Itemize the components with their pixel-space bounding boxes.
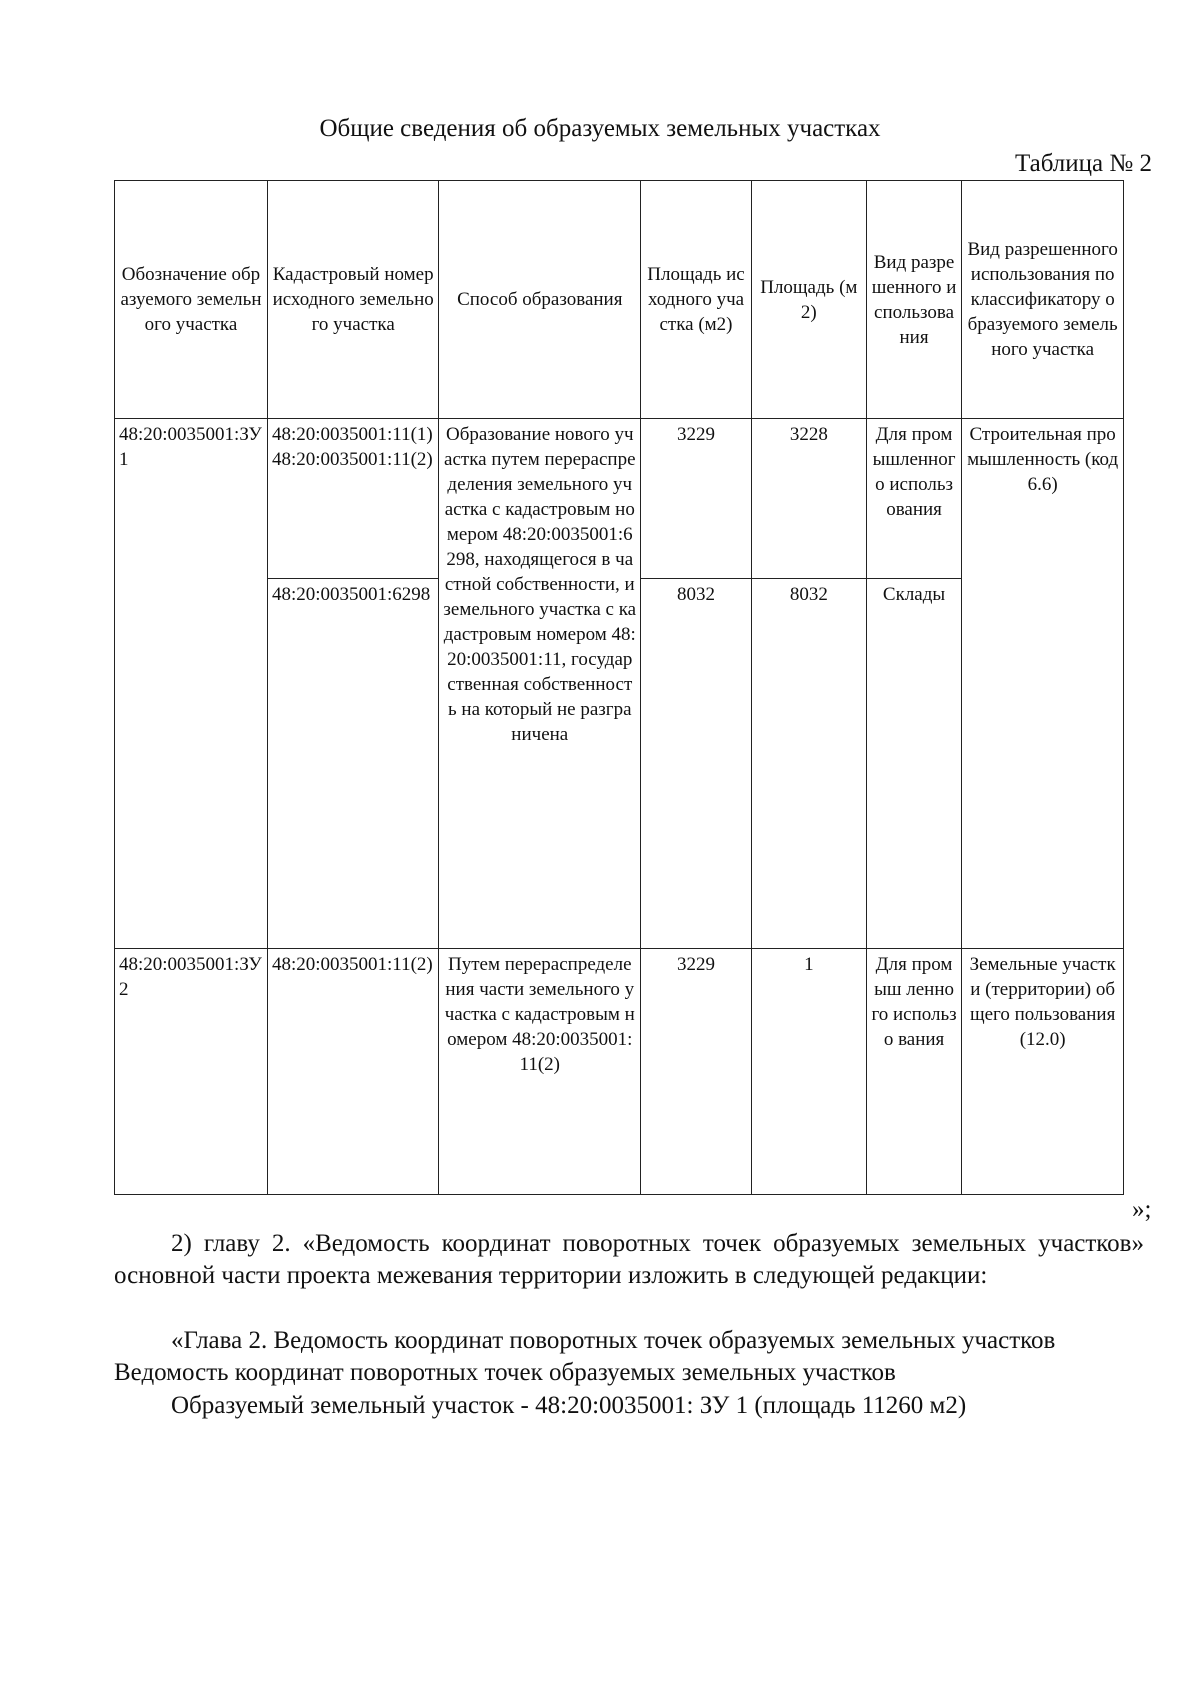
table-number: Таблица № 2	[1014, 150, 1152, 177]
cell-designation: 48:20:0035001:ЗУ 2	[115, 949, 268, 1195]
cell-method: Путем перераспределения части земельного участка с кадастровым номером 48:20:0035001:11(2)	[439, 949, 641, 1195]
cell-source-area: 8032	[641, 579, 752, 949]
cell-use: Склады	[866, 579, 961, 949]
cell-area: 3228	[751, 419, 866, 579]
cell-area: 1	[751, 949, 866, 1195]
header-designation: Обозначение образуемого земельного участка	[115, 181, 268, 419]
cell-cadastral: 48:20:0035001:11(2)	[267, 949, 438, 1195]
paragraph-chapter-title: «Глава 2. Ведомость координат поворотных точек образуемых земельных участков Ведомость координат поворотных точек образуемых земельных участков	[114, 1327, 1056, 1386]
header-classifier: Вид разрешенного использования по классификатору образуемого земельного участка	[962, 181, 1124, 419]
paragraph-plot-heading: Образуемый земельный участок - 48:20:0035001: ЗУ 1 (площадь 11260 м2)	[171, 1392, 967, 1419]
cell-area: 8032	[751, 579, 866, 949]
cell-source-area: 3229	[641, 949, 752, 1195]
table-header-row	[115, 181, 1124, 419]
cell-source-area: 3229	[641, 419, 752, 579]
page-title: Общие сведения об образуемых земельных участках	[319, 115, 881, 142]
cell-use: Для промыш ленного использо вания	[866, 949, 961, 1195]
table-row	[115, 419, 1124, 579]
header-area: Площадь (м2)	[751, 181, 866, 419]
land-plots-table	[114, 180, 1124, 1195]
header-cadastral: Кадастровый номер исходного земельного участка	[267, 181, 438, 419]
header-method: Способ образования	[439, 181, 641, 419]
cell-cadastral: 48:20:0035001:6298	[267, 579, 438, 949]
cell-designation: 48:20:0035001:ЗУ 1	[115, 419, 268, 949]
header-source-area: Площадь исходного участка (м2)	[641, 181, 752, 419]
table-row	[115, 949, 1124, 1195]
cell-method: Образование нового участка путем перераспределения земельного участка с кадастровым номером 48:20:0035001:6298, находящегося в частной собственности, и земельного участка с кадастровым номером 48:20:0035001:11, государственная собственность на который не разграничена	[439, 419, 641, 949]
cell-use: Для промышленного использования	[866, 419, 961, 579]
cell-classifier: Земельные участки (территории) общего пользования (12.0)	[962, 949, 1124, 1195]
header-use: Вид разрешенного использования	[866, 181, 961, 419]
cell-classifier: Строительная промышленность (код 6.6)	[962, 419, 1124, 949]
cell-cadastral: 48:20:0035001:11(1) 48:20:0035001:11(2)	[267, 419, 438, 579]
closing-quote: »;	[1132, 1196, 1152, 1223]
paragraph-amendment: 2) главу 2. «Ведомость координат поворотных точек образуемых земельных участков» основной части проекта межевания территории изложить в следующей редакции:	[114, 1230, 1144, 1289]
